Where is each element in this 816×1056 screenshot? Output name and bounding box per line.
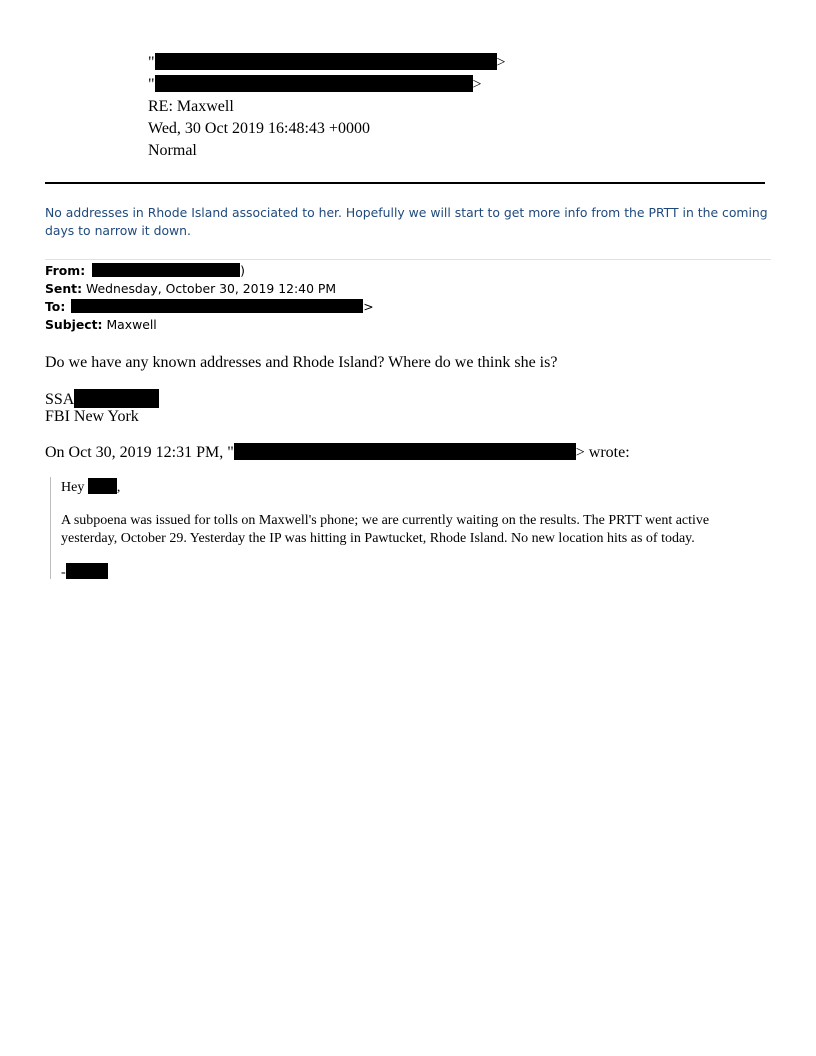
forwarded-to-suffix: > bbox=[363, 299, 374, 314]
greeting-prefix: Hey bbox=[61, 480, 88, 495]
redaction-bar bbox=[71, 299, 363, 313]
header-divider bbox=[45, 182, 765, 184]
quoted-sign bbox=[61, 563, 108, 582]
quoted-message bbox=[50, 477, 781, 579]
redaction-bar bbox=[74, 389, 159, 408]
redaction-bar bbox=[234, 443, 576, 460]
to-value bbox=[148, 75, 482, 95]
sign-prefix: - bbox=[61, 565, 66, 580]
redaction-bar bbox=[155, 53, 497, 70]
forwarded-from-label: From: bbox=[45, 263, 86, 278]
reply-text: No addresses in Rhode Island associated to her. Hopefully we will start to get more info from the PRTT in the coming days to narrow it down. bbox=[45, 205, 768, 238]
forwarded-from-row bbox=[45, 262, 245, 280]
attribution-suffix: > wrote: bbox=[575, 444, 630, 461]
forwarded-to-label: To: bbox=[45, 299, 66, 314]
importance-value: Normal bbox=[148, 142, 197, 159]
from-suffix: > bbox=[496, 54, 506, 71]
date-value: Wed, 30 Oct 2019 16:48:43 +0000 bbox=[148, 120, 370, 137]
signature-line bbox=[45, 389, 159, 409]
forward-divider bbox=[45, 259, 771, 260]
forwarded-sent-label: Sent: bbox=[45, 281, 83, 296]
signature-prefix: SSA bbox=[45, 391, 75, 408]
forwarded-from-suffix: ) bbox=[240, 263, 245, 278]
from-value bbox=[148, 53, 506, 73]
forwarded-subject-label: Subject: bbox=[45, 317, 103, 332]
attribution-prefix: On Oct 30, 2019 12:31 PM, " bbox=[45, 444, 234, 461]
forwarded-subject-row bbox=[45, 316, 157, 334]
to-quote: " bbox=[148, 76, 155, 93]
redaction-bar bbox=[92, 263, 240, 277]
forwarded-sent-row bbox=[45, 280, 336, 298]
quote-attribution bbox=[45, 443, 630, 462]
forwarded-subject-value: Maxwell bbox=[106, 317, 157, 332]
signature-office: FBI New York bbox=[45, 408, 139, 425]
redaction-bar bbox=[88, 478, 117, 494]
quoted-greeting bbox=[61, 478, 120, 497]
forwarded-sent-value: Wednesday, October 30, 2019 12:40 PM bbox=[85, 281, 337, 296]
redaction-bar bbox=[155, 75, 473, 92]
redaction-bar bbox=[66, 563, 108, 579]
greeting-suffix: , bbox=[116, 480, 121, 495]
to-suffix: > bbox=[472, 76, 482, 93]
forwarded-to-row bbox=[45, 298, 374, 316]
subject-value: RE: Maxwell bbox=[148, 98, 234, 115]
question-text: Do we have any known addresses and Rhode Island? Where do we think she is? bbox=[45, 354, 558, 371]
quoted-line-2: yesterday, October 29. Yesterday the IP was hitting in Pawtucket, Rhode Island. No new location hits as of today. bbox=[61, 531, 695, 546]
from-quote: " bbox=[148, 54, 155, 71]
quoted-line-1: A subpoena was issued for tolls on Maxwell's phone; we are currently waiting on the results. The PRTT went active bbox=[61, 513, 710, 528]
